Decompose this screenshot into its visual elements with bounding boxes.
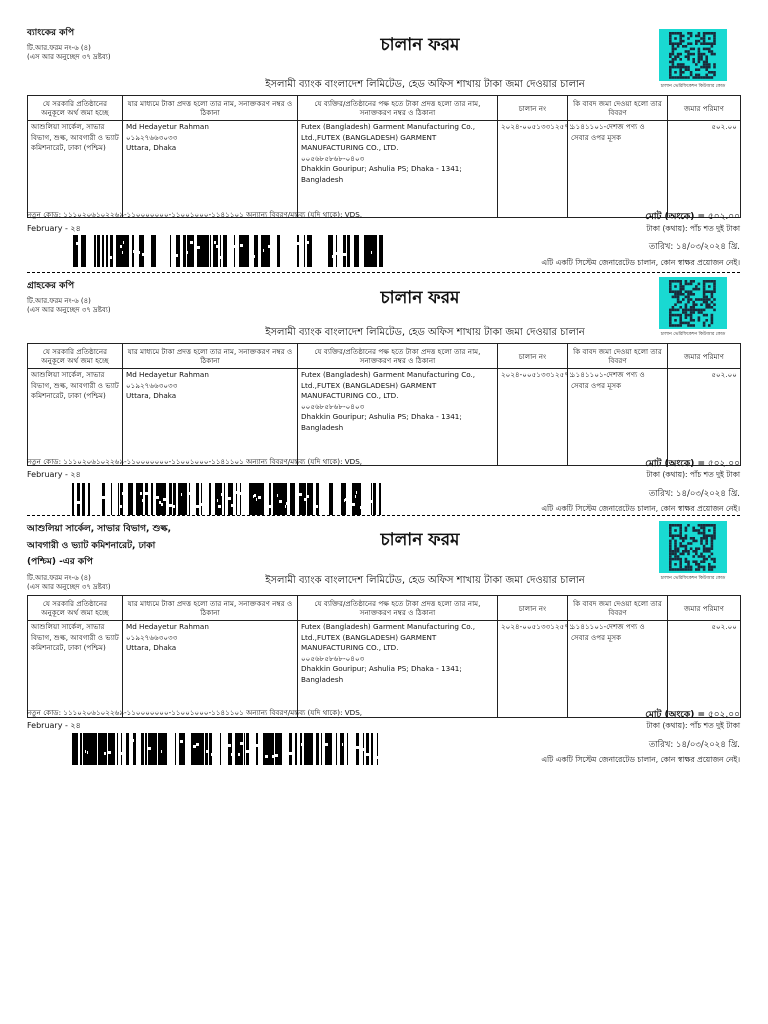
institution-cell: আশুলিয়া সার্কেল, সাভার বিভাগ, শুল্ক, আবগারী ও ভ্যাট কমিশনারেট, ঢাকা (পশ্চিম)	[28, 121, 123, 218]
payer-name: Md Hedayetur Rahman	[126, 622, 209, 631]
copy-label: আশুলিয়া সার্কেল, সাভার বিভাগ, শুল্ক,	[27, 524, 172, 534]
code-line: নতুন কোড: ১১১০২০৬১০২২৬৯-১১০০০০০০০-১১০০১০০০-১১৪১১০১ অন্যান্য বিবরণ/মন্তব্য (যদি থাকে): VDS,	[27, 708, 363, 717]
total-amount	[645, 456, 740, 471]
total-amount	[645, 209, 740, 224]
company-cell	[298, 369, 498, 466]
header-description: কি বাবদ জমা দেওয়া হলো তার বিবরণ	[568, 596, 668, 621]
institution-cell: আশুলিয়া সার্কেল, সাভার বিভাগ, শুল্ক, আবগারী ও ভ্যাট কমিশনারেট, ঢাকা (পশ্চিম)	[28, 369, 123, 466]
challan-no-cell: ২০২৪-০০৫১৩৩১২৫৭১	[498, 369, 568, 466]
amount-in-words: টাকা (কথায়): পাঁচ শত দুই টাকা	[646, 470, 740, 479]
amount-in-words: টাকা (কথায়): পাঁচ শত দুই টাকা	[646, 721, 740, 730]
form-rule: (এস আর অনুচ্ছেদ ৩৭ দ্রষ্টব্য)	[27, 306, 111, 314]
description-cell: ১১৪১১০১-দেশজ পণ্য ও সেবার ওপর মূসক	[568, 621, 668, 718]
payer-cell	[123, 621, 298, 718]
copy-label: ব্যাংকের কপি	[27, 28, 75, 38]
form-number: টি.আর.ফরম নং-৬ (৪)	[27, 297, 91, 305]
amount-in-words: টাকা (কথায়): পাঁচ শত দুই টাকা	[646, 224, 740, 233]
company-cell	[298, 121, 498, 218]
company-id: ০০৫৬৮৫৮৬৮-০৪০৩	[301, 153, 365, 163]
header-challan-no: চালান নং	[498, 596, 568, 621]
institution-cell: আশুলিয়া সার্কেল, সাভার বিভাগ, শুল্ক, আবগারী ও ভ্যাট কমিশনারেট, ঢাকা (পশ্চিম)	[28, 621, 123, 718]
payer-id: ০১৯২৭৬৬৩০৩৩	[126, 380, 178, 390]
table-row	[28, 621, 741, 718]
header-payer: যার মাধ্যমে টাকা প্রদত্ত হলো তার নাম, সনাক্তকরণ নম্বর ও ঠিকানা	[123, 596, 298, 621]
barcode	[72, 235, 386, 267]
challan-subtitle: ইসলামী ব্যাংক বাংলাদেশ লিমিটেড, হেড অফিস শাখায় টাকা জমা দেওয়ার চালান	[265, 575, 585, 586]
payer-address: Uttara, Dhaka	[126, 391, 177, 400]
header-description: কি বাবদ জমা দেওয়া হলো তার বিবরণ	[568, 344, 668, 369]
system-note: এটি একটি সিস্টেম জেনারেটেড চালান, কোন স্বাক্ষর প্রয়োজন নেই।	[541, 504, 740, 513]
company-id: ০০৫৬৮৫৮৬৮-০৪০৩	[301, 653, 365, 663]
challan-title: চালান ফরম	[380, 530, 460, 550]
header-institution: যে সরকারি প্রতিষ্ঠানের অনুকূলে অর্থ জমা হচ্ছে	[28, 344, 123, 369]
company-address: Dhakkin Gouripur; Ashulia PS; Dhaka - 1341; Bangladesh	[301, 664, 462, 684]
barcode	[72, 733, 386, 765]
separator	[27, 272, 740, 273]
challan-title: চালান ফরম	[380, 288, 460, 308]
amount-cell: ৫০২.০০	[668, 121, 741, 218]
code-line: নতুন কোড: ১১১০২০৬১০২২৬৯-১১০০০০০০০-১১০০১০০০-১১৪১১০১ অন্যান্য বিবরণ/মন্তব্য (যদি থাকে): VDS,	[27, 457, 363, 466]
payer-id: ০১৯২৭৬৬৩০৩৩	[126, 632, 178, 642]
company-address: Dhakkin Gouripur; Ashulia PS; Dhaka - 1341; Bangladesh	[301, 412, 462, 432]
amount-cell: ৫০২.০০	[668, 621, 741, 718]
challan-no-cell: ২০২৪-০০৫১৩৩১২৫৭১	[498, 121, 568, 218]
form-number: টি.আর.ফরম নং-৬ (৪)	[27, 44, 91, 52]
challan-subtitle: ইসলামী ব্যাংক বাংলাদেশ লিমিটেড, হেড অফিস শাখায় টাকা জমা দেওয়ার চালান	[265, 79, 585, 90]
copy-label: (পশ্চিম) -এর কপি	[27, 557, 93, 567]
header-challan-no: চালান নং	[498, 344, 568, 369]
qr-caption: চালান ভেরিফিকেশন কিউআর কোড	[660, 576, 726, 581]
company-id: ০০৫৬৮৫৮৬৮-০৪০৩	[301, 401, 365, 411]
header-amount: জমার পরিমাণ	[668, 596, 741, 621]
form-number: টি.আর.ফরম নং-৬ (৪)	[27, 574, 91, 582]
payer-name: Md Hedayetur Rahman	[126, 122, 209, 131]
header-challan-no: চালান নং	[498, 96, 568, 121]
qr-caption: চালান ভেরিফিকেশন কিউআর কোড	[660, 84, 726, 89]
payer-name: Md Hedayetur Rahman	[126, 370, 209, 379]
header-amount: জমার পরিমাণ	[668, 96, 741, 121]
challan-date: তারিখ: ১৪/০৩/২০২৪ খ্রি.	[648, 740, 740, 750]
system-note: এটি একটি সিস্টেম জেনারেটেড চালান, কোন স্বাক্ষর প্রয়োজন নেই।	[541, 258, 740, 267]
challan-table	[27, 595, 741, 718]
qr-code	[659, 277, 727, 329]
total-value: ৫০২.০০	[707, 212, 740, 222]
separator	[27, 515, 740, 516]
company-name: Futex (Bangladesh) Garment Manufacturing Co., Ltd.,FUTEX (BANGLADESH) GARMENT MANUFACTURING CO., LTD.	[301, 370, 476, 400]
company-name: Futex (Bangladesh) Garment Manufacturing Co., Ltd.,FUTEX (BANGLADESH) GARMENT MANUFACTURING CO., LTD.	[301, 622, 476, 652]
month: February - ২৪	[27, 224, 81, 233]
company-cell	[298, 621, 498, 718]
header-institution: যে সরকারি প্রতিষ্ঠানের অনুকূলে অর্থ জমা হচ্ছে	[28, 96, 123, 121]
qr-code	[659, 29, 727, 81]
copy-label: আবগারী ও ভ্যাট কমিশনারেট, ঢাকা	[27, 541, 156, 551]
qr-code	[659, 521, 727, 573]
company-address: Dhakkin Gouripur; Ashulia PS; Dhaka - 1341; Bangladesh	[301, 164, 462, 184]
challan-date: তারিখ: ১৪/০৩/২০২৪ খ্রি.	[648, 489, 740, 499]
barcode	[72, 483, 386, 515]
month: February - ২৪	[27, 721, 81, 730]
total-value: ৫০২.০০	[707, 459, 740, 469]
description-cell: ১১৪১১০১-দেশজ পণ্য ও সেবার ওপর মূসক	[568, 121, 668, 218]
total-label: মোট (অংকে) =	[645, 459, 706, 469]
table-row	[28, 369, 741, 466]
qr-caption: চালান ভেরিফিকেশন কিউআর কোড	[660, 332, 726, 337]
copy-label: গ্রাহকের কপি	[27, 281, 75, 291]
table-row	[28, 121, 741, 218]
challan-subtitle: ইসলামী ব্যাংক বাংলাদেশ লিমিটেড, হেড অফিস শাখায় টাকা জমা দেওয়ার চালান	[265, 327, 585, 338]
payer-address: Uttara, Dhaka	[126, 643, 177, 652]
month: February - ২৪	[27, 470, 81, 479]
amount-cell: ৫০২.০০	[668, 369, 741, 466]
system-note: এটি একটি সিস্টেম জেনারেটেড চালান, কোন স্বাক্ষর প্রয়োজন নেই।	[541, 755, 740, 764]
payer-cell	[123, 121, 298, 218]
total-label: মোট (অংকে) =	[645, 212, 706, 222]
total-label: মোট (অংকে) =	[645, 710, 706, 720]
header-payer: যার মাধ্যমে টাকা প্রদত্ত হলো তার নাম, সনাক্তকরণ নম্বর ও ঠিকানা	[123, 344, 298, 369]
challan-no-cell: ২০২৪-০০৫১৩৩১২৫৭১	[498, 621, 568, 718]
header-payer: যার মাধ্যমে টাকা প্রদত্ত হলো তার নাম, সনাক্তকরণ নম্বর ও ঠিকানা	[123, 96, 298, 121]
form-rule: (এস আর অনুচ্ছেদ ৩৭ দ্রষ্টব্য)	[27, 53, 111, 61]
header-company: যে ব্যক্তির/প্রতিষ্ঠানের পক্ষ হতে টাকা প্রদত্ত হলো তার নাম, সনাক্তকরণ নম্বর ও ঠিকানা	[298, 344, 498, 369]
payer-id: ০১৯২৭৬৬৩০৩৩	[126, 132, 178, 142]
company-name: Futex (Bangladesh) Garment Manufacturing Co., Ltd.,FUTEX (BANGLADESH) GARMENT MANUFACTURING CO., LTD.	[301, 122, 476, 152]
challan-table	[27, 95, 741, 218]
payer-cell	[123, 369, 298, 466]
payer-address: Uttara, Dhaka	[126, 143, 177, 152]
challan-title: চালান ফরম	[380, 35, 460, 55]
total-value: ৫০২.০০	[707, 710, 740, 720]
challan-date: তারিখ: ১৪/০৩/২০২৪ খ্রি.	[648, 242, 740, 252]
header-company: যে ব্যক্তির/প্রতিষ্ঠানের পক্ষ হতে টাকা প্রদত্ত হলো তার নাম, সনাক্তকরণ নম্বর ও ঠিকানা	[298, 596, 498, 621]
total-amount	[645, 707, 740, 722]
form-rule: (এস আর অনুচ্ছেদ ৩৭ দ্রষ্টব্য)	[27, 583, 111, 591]
challan-table	[27, 343, 741, 466]
header-company: যে ব্যক্তির/প্রতিষ্ঠানের পক্ষ হতে টাকা প্রদত্ত হলো তার নাম, সনাক্তকরণ নম্বর ও ঠিকানা	[298, 96, 498, 121]
description-cell: ১১৪১১০১-দেশজ পণ্য ও সেবার ওপর মূসক	[568, 369, 668, 466]
header-description: কি বাবদ জমা দেওয়া হলো তার বিবরণ	[568, 96, 668, 121]
code-line: নতুন কোড: ১১১০২০৬১০২২৬৯-১১০০০০০০০-১১০০১০০০-১১৪১১০১ অন্যান্য বিবরণ/মন্তব্য (যদি থাকে): VDS,	[27, 210, 363, 219]
header-institution: যে সরকারি প্রতিষ্ঠানের অনুকূলে অর্থ জমা হচ্ছে	[28, 596, 123, 621]
header-amount: জমার পরিমাণ	[668, 344, 741, 369]
